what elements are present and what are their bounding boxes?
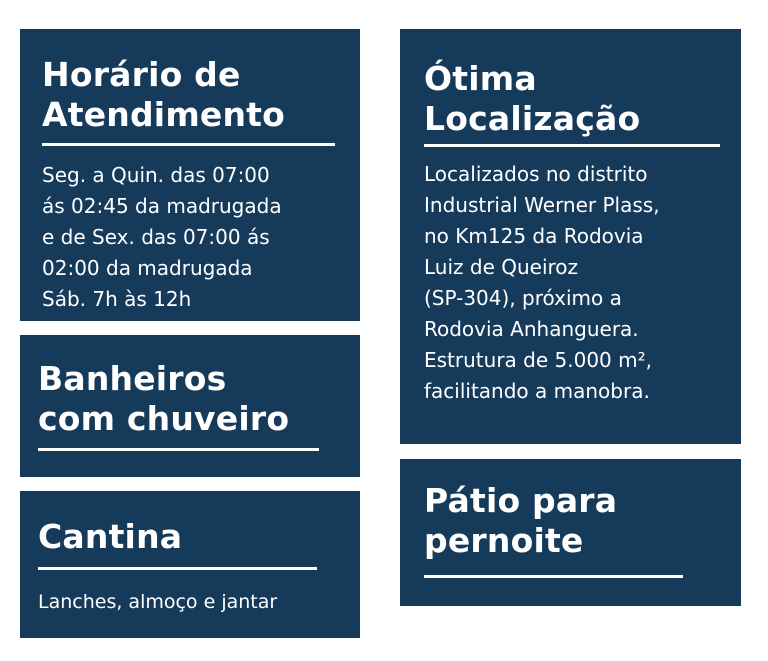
title-underline <box>424 144 720 147</box>
title-line: Horário de <box>42 55 241 94</box>
text-line: Sáb. 7h às 12h <box>42 287 192 311</box>
opening-hours-card <box>20 29 360 321</box>
showers-title <box>38 359 289 439</box>
title-line: Ótima <box>424 59 537 98</box>
text-line: Seg. a Quin. das 07:00 <box>42 163 270 187</box>
canteen-card <box>20 491 360 638</box>
opening-hours-text <box>42 160 282 315</box>
title-underline <box>424 575 683 578</box>
text-line: Rodovia Anhanguera. <box>424 317 639 341</box>
title-line: Cantina <box>38 517 183 556</box>
overnight-parking-card <box>400 459 741 606</box>
text-line: Estrutura de 5.000 m², <box>424 348 652 372</box>
overnight-parking-title <box>424 481 617 561</box>
title-line: Pátio para <box>424 481 618 520</box>
text-line: ás 02:45 da madrugada <box>42 194 282 218</box>
title-line: pernoite <box>424 521 584 560</box>
text-line: (SP-304), próximo a <box>424 286 622 310</box>
opening-hours-title <box>42 55 285 135</box>
location-card <box>400 29 741 444</box>
showers-card <box>20 335 360 477</box>
text-line: Industrial Werner Plass, <box>424 193 660 217</box>
title-underline <box>42 143 335 146</box>
text-line: Localizados no distrito <box>424 162 648 186</box>
text-line: 02:00 da madrugada <box>42 256 253 280</box>
text-line: Lanches, almoço e jantar <box>38 591 278 613</box>
title-underline <box>38 567 317 570</box>
title-line: Atendimento <box>42 95 286 134</box>
text-line: no Km125 da Rodovia <box>424 224 644 248</box>
text-line: e de Sex. das 07:00 ás <box>42 225 270 249</box>
location-text <box>424 159 660 407</box>
title-line: com chuveiro <box>38 399 290 438</box>
location-title <box>424 59 640 139</box>
title-line: Localização <box>424 99 641 138</box>
text-line: Luiz de Queiroz <box>424 255 579 279</box>
text-line: facilitando a manobra. <box>424 379 650 403</box>
title-underline <box>38 448 319 451</box>
canteen-title <box>38 517 182 557</box>
title-line: Banheiros <box>38 359 227 398</box>
canteen-text <box>38 587 277 618</box>
